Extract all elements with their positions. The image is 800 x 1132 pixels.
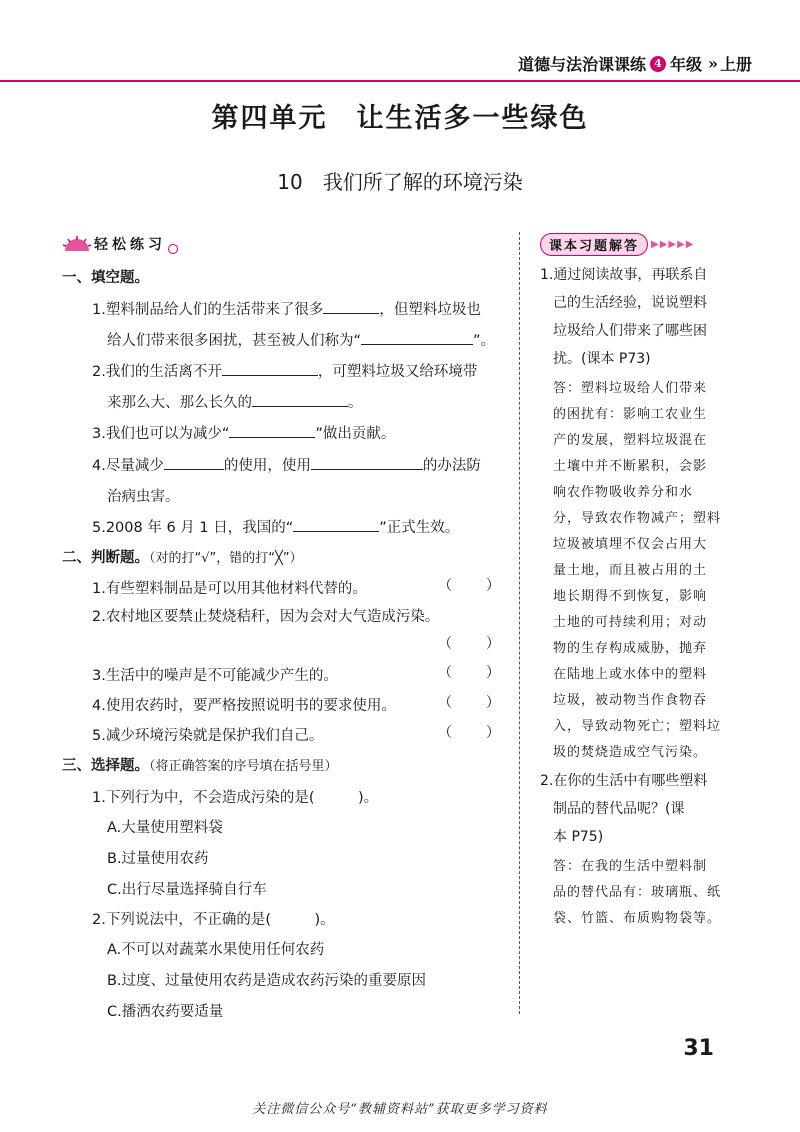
- fill-q1-line2: [107, 329, 495, 350]
- answer-blank[interactable]: [293, 517, 379, 532]
- answer-blank[interactable]: [252, 392, 348, 407]
- right-a1-line: 垃圾被填埋不仅会占用大: [553, 537, 708, 552]
- fill-q4-line2: 治病虫害。: [107, 489, 180, 505]
- text: （对的打“√”，错的打“╳”）: [149, 551, 303, 566]
- choice-q2-option-b[interactable]: B.过度、过量使用农药是造成农药污染的重要原因: [107, 973, 427, 989]
- text: 4.尽量减少: [92, 458, 164, 474]
- volume-label: 上册: [719, 55, 752, 74]
- footer-note: 关注微信公众号“教辅资料站”获取更多学习资料: [252, 1102, 548, 1117]
- answer-paren[interactable]: [438, 662, 500, 682]
- right-q2-line: 制品的替代品呢？(课: [553, 801, 685, 817]
- judge-item-3: 3.生活中的噪声是不可能减少产生的。: [92, 668, 338, 684]
- text: ）: [486, 695, 500, 711]
- lesson-title: 10 我们所了解的环境污染: [277, 170, 523, 194]
- fill-q1-line1: [92, 298, 481, 319]
- right-q1-line: 己的生活经验，说说塑料: [553, 295, 707, 311]
- choice-q2-option-c[interactable]: C.播洒农药要适量: [107, 1004, 224, 1020]
- fill-q2-line1: [92, 360, 477, 381]
- judge-item-4: 4.使用农药时，要严格按照说明书的要求使用。: [92, 698, 396, 714]
- text: 5.2008 年 6 月 1 日，我国的“: [92, 520, 294, 536]
- right-a2-line: 品的替代品有：玻璃瓶、纸: [553, 885, 722, 900]
- answer-blank[interactable]: [222, 361, 318, 376]
- right-a1-line: 响农作物吸收养分和水: [553, 485, 694, 500]
- sun-icon: [62, 235, 92, 253]
- text: （将正确答案的序号填在括号里）: [149, 759, 338, 774]
- text: 来那么大、那么长久的: [107, 395, 252, 411]
- text: ）: [486, 725, 500, 741]
- judge-item-2: 2.农村地区要禁止焚烧秸秆，因为会对大气造成污染。: [92, 609, 440, 625]
- easy-practice-badge: [62, 232, 178, 256]
- text: ”做出贡献。: [315, 426, 396, 442]
- answer-blank[interactable]: [311, 455, 423, 470]
- right-q1-line: 扰。(课本 P73): [553, 351, 651, 367]
- answer-paren[interactable]: [438, 722, 500, 742]
- text: （: [438, 725, 452, 741]
- choice-q2-option-a[interactable]: A.不可以对蔬菜水果使用任何农药: [107, 942, 325, 958]
- right-a2-line: 答：在我的生活中塑料制: [553, 859, 708, 874]
- text: 二、判断题。: [62, 550, 149, 566]
- text: 的办法防: [422, 458, 481, 474]
- text: （: [438, 695, 452, 711]
- text: （: [438, 578, 452, 594]
- right-a1-line: 入，导致动物死亡；塑料垃: [553, 719, 722, 734]
- text: 2.我们的生活离不开: [92, 364, 222, 380]
- right-a1-line: 地长期得不到恢复，影响: [553, 589, 708, 604]
- right-a1-line: 量土地，而且被占用的土: [553, 563, 708, 578]
- right-a2-line: 袋、竹篮、布质购物袋等。: [553, 911, 722, 926]
- textbook-answers-badge: [540, 232, 694, 256]
- grade-label: 年级: [669, 55, 702, 74]
- text: （: [438, 636, 452, 652]
- text: ，但塑料垃圾也: [379, 302, 481, 318]
- fill-section-heading: 一、填空题。: [62, 270, 149, 286]
- page-number: 31: [683, 1036, 714, 1061]
- answer-paren[interactable]: [438, 692, 500, 712]
- column-divider: [519, 232, 520, 1014]
- fill-q4-line1: [92, 454, 481, 475]
- fill-q3: [92, 422, 395, 443]
- text: ）: [486, 636, 500, 652]
- right-a1-line: 土地的可持续利用；对动: [553, 615, 708, 630]
- answer-blank[interactable]: [164, 455, 224, 470]
- right-a1-line: 物的生存构成威胁，抛弃: [553, 641, 708, 656]
- answer-paren[interactable]: [438, 575, 500, 595]
- text: 1.塑料制品给人们的生活带来了很多: [92, 302, 324, 318]
- page-header: [518, 52, 752, 75]
- text: （: [438, 665, 452, 681]
- text: 的使用，使用: [223, 458, 311, 474]
- choice-q1: 1.下列行为中，不会造成污染的是( )。: [92, 790, 379, 806]
- text: ”。: [473, 333, 496, 349]
- easy-practice-label: 轻松练习: [94, 237, 166, 253]
- judge-item-5: 5.减少环境污染就是保护我们自己。: [92, 728, 324, 744]
- badge-dot-icon: [168, 244, 178, 254]
- text: 三、选择题。: [62, 758, 149, 774]
- fill-q5: [92, 516, 459, 537]
- answer-blank[interactable]: [323, 299, 379, 314]
- text: ）: [486, 665, 500, 681]
- right-a1-line: 的困扰有：影响工农业生: [553, 407, 708, 422]
- text: 。: [348, 395, 363, 411]
- right-a1-line: 答：塑料垃圾给人们带来: [553, 381, 708, 396]
- text: ”正式生效。: [379, 520, 460, 536]
- triangle-arrows-icon: ▶▶▶▶▶: [651, 238, 695, 250]
- answer-blank[interactable]: [361, 330, 473, 345]
- answer-paren[interactable]: [438, 633, 500, 653]
- choice-q1-option-c[interactable]: C.出行尽量选择骑自行车: [107, 882, 267, 898]
- right-q1-line: 1.通过阅读故事，再联系自: [540, 267, 708, 283]
- right-q1-line: 垃圾给人们带来了哪些困: [553, 323, 707, 339]
- judge-item-1: 1.有些塑料制品是可以用其他材料代替的。: [92, 581, 367, 597]
- grade-number-badge: 4: [650, 56, 666, 72]
- series-title: 道德与法治课课练: [517, 55, 646, 74]
- right-q2-line: 2.在你的生活中有哪些塑料: [540, 773, 708, 789]
- right-a1-line: 垃圾，被动物当作食物吞: [553, 693, 708, 708]
- text: 给人们带来很多困扰，甚至被人们称为“: [107, 333, 362, 349]
- right-a1-line: 土壤中并不断累积，会影: [553, 459, 708, 474]
- choice-q1-option-b[interactable]: B.过量使用农药: [107, 851, 209, 867]
- right-a1-line: 产的发展，塑料垃圾混在: [553, 433, 708, 448]
- text: ，可塑料垃圾又给环境带: [317, 364, 478, 380]
- choice-q2: 2.下列说法中，不正确的是( )。: [92, 912, 335, 928]
- textbook-answers-label: 课本习题解答: [540, 233, 648, 256]
- double-chevron-icon: »: [707, 54, 712, 73]
- judge-section-heading: [62, 546, 303, 567]
- right-a1-line: 在陆地上或水体中的塑料: [553, 667, 708, 682]
- unit-title: 第四单元 让生活多一些绿色: [211, 103, 589, 134]
- text: ）: [486, 578, 500, 594]
- right-a1-line: 分，导致农作物减产；塑料: [553, 511, 722, 526]
- answer-blank[interactable]: [229, 423, 315, 438]
- fill-q2-line2: [107, 391, 363, 412]
- header-rule: [0, 80, 800, 82]
- choice-q1-option-a[interactable]: A.大量使用塑料袋: [107, 820, 223, 836]
- text: 3.我们也可以为减少“: [92, 426, 230, 442]
- right-a1-line: 圾的焚烧造成空气污染。: [553, 745, 708, 760]
- choice-section-heading: [62, 754, 338, 775]
- right-q2-line: 本 P75): [553, 829, 604, 845]
